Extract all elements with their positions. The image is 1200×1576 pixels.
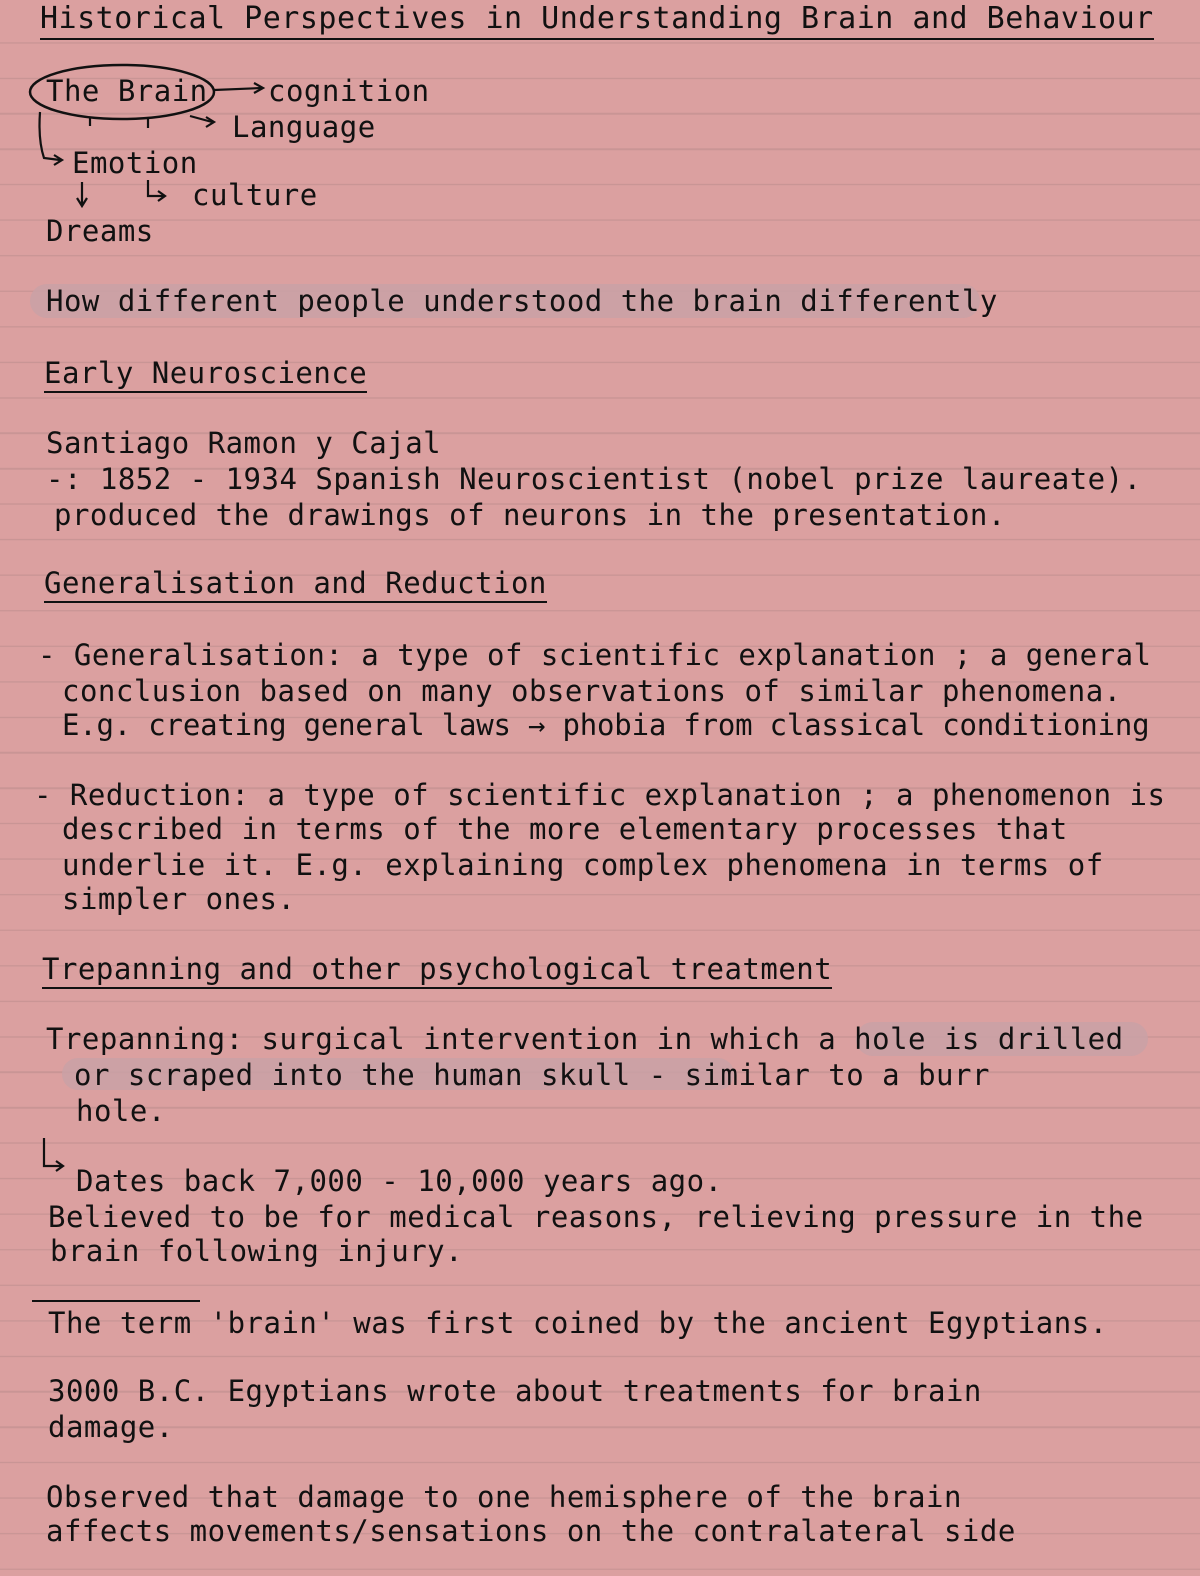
note-line: underlie it. E.g. explaining complex phenomena in terms of xyxy=(62,848,1104,882)
note-line: 3000 B.C. Egyptians wrote about treatments for brain xyxy=(48,1374,982,1408)
note-line: E.g. creating general laws → phobia from classical conditioning xyxy=(62,708,1150,742)
branch-cognition: cognition xyxy=(268,74,430,108)
heading-text: Early Neuroscience xyxy=(44,356,367,393)
branch-language: Language xyxy=(232,110,376,144)
divider xyxy=(32,1300,200,1302)
note-line: -: 1852 - 1934 Spanish Neuroscientist (nobel prize laureate). xyxy=(46,462,1142,496)
note-line: affects movements/sensations on the contralateral side xyxy=(46,1514,1016,1548)
note-line: brain following injury. xyxy=(50,1234,464,1268)
branch-dreams: Dreams xyxy=(46,214,154,248)
note-line: simpler ones. xyxy=(62,882,296,916)
note-line: conclusion based on many observations of similar phenomena. xyxy=(62,674,1122,708)
note-line: hole. xyxy=(76,1094,166,1128)
note-line: Trepanning: surgical intervention in which a hole is drilled xyxy=(46,1022,1124,1056)
note-line: produced the drawings of neurons in the presentation. xyxy=(54,498,1006,532)
highlighted-statement: How different people understood the brain differently xyxy=(46,284,998,318)
note-line: - Reduction: a type of scientific explanation ; a phenomenon is xyxy=(34,778,1166,812)
note-line: Dates back 7,000 - 10,000 years ago. xyxy=(76,1164,723,1198)
note-line: Observed that damage to one hemisphere of the brain xyxy=(46,1480,962,1514)
branch-emotion: Emotion xyxy=(72,146,198,180)
page-title: Historical Perspectives in Understanding Brain and Behaviour xyxy=(40,2,1154,40)
heading-text: Trepanning and other psychological treatment xyxy=(42,952,832,989)
note-line: The term 'brain' was first coined by the ancient Egyptians. xyxy=(48,1306,1108,1340)
note-line: described in terms of the more elementary processes that xyxy=(62,812,1068,846)
note-line: Santiago Ramon y Cajal xyxy=(46,426,442,460)
note-line: Believed to be for medical reasons, relieving pressure in the xyxy=(48,1200,1144,1234)
branch-culture: culture xyxy=(192,178,318,212)
heading-text: Generalisation and Reduction xyxy=(44,566,547,603)
brain-center-node: The Brain xyxy=(46,74,208,108)
note-line: or scraped into the human skull - similar to a burr xyxy=(74,1058,990,1092)
note-line: damage. xyxy=(48,1410,174,1444)
note-line: - Generalisation: a type of scientific explanation ; a general xyxy=(38,638,1152,672)
